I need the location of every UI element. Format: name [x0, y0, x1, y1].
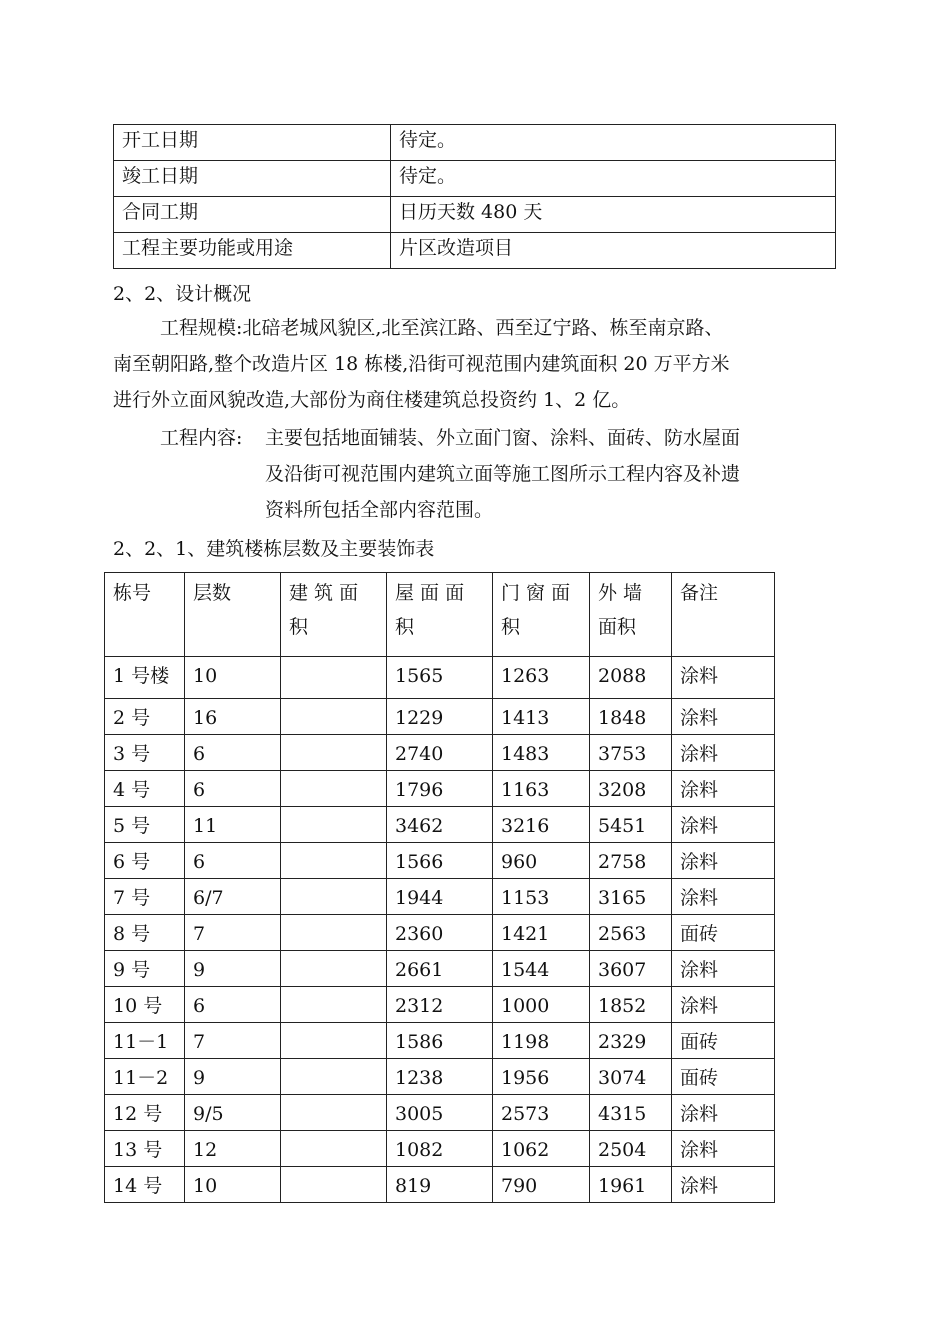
- table-cell: 6: [185, 735, 281, 771]
- table-cell: 1000: [493, 987, 590, 1023]
- info-value: 日历天数 480 天: [391, 197, 836, 233]
- section-heading-design: 2、2、设计概况: [113, 283, 252, 305]
- column-header: [281, 573, 387, 657]
- table-row: [105, 1131, 775, 1167]
- table-cell: 1413: [493, 699, 590, 735]
- table-cell: [281, 771, 387, 807]
- content-label: 工程内容:: [160, 427, 243, 449]
- building-table: [104, 572, 775, 1203]
- info-value: 待定。: [391, 125, 836, 161]
- table-cell: 2740: [387, 735, 493, 771]
- table-row: [105, 807, 775, 843]
- table-header-row: [105, 573, 775, 657]
- table-cell: 1229: [387, 699, 493, 735]
- table-cell: 3753: [590, 735, 672, 771]
- table-cell: 2312: [387, 987, 493, 1023]
- table-cell: 1421: [493, 915, 590, 951]
- table-cell: [281, 1023, 387, 1059]
- table-cell: [281, 735, 387, 771]
- table-row: [105, 1059, 775, 1095]
- table-row: [114, 197, 836, 233]
- table-cell: 6: [185, 771, 281, 807]
- table-cell: 3165: [590, 879, 672, 915]
- table-cell: 1163: [493, 771, 590, 807]
- column-header-line: 层数: [193, 582, 232, 604]
- table-cell: 960: [493, 843, 590, 879]
- table-cell: [281, 951, 387, 987]
- table-cell: 11－2: [105, 1059, 185, 1095]
- table-cell: 1263: [493, 657, 590, 699]
- table-cell: 7: [185, 1023, 281, 1059]
- table-cell: [281, 915, 387, 951]
- column-header-line: 面积: [598, 616, 637, 638]
- column-header-line: 积: [289, 616, 309, 638]
- table-cell: 涂料: [672, 807, 775, 843]
- column-header: [387, 573, 493, 657]
- content-text-line: 资料所包括全部内容范围。: [265, 499, 494, 521]
- table-row: [105, 1023, 775, 1059]
- table-cell: 1586: [387, 1023, 493, 1059]
- table-cell: 涂料: [672, 879, 775, 915]
- table-cell: 1852: [590, 987, 672, 1023]
- table-cell: 790: [493, 1167, 590, 1203]
- column-header: [672, 573, 775, 657]
- table-cell: 1956: [493, 1059, 590, 1095]
- table-cell: [281, 843, 387, 879]
- table-cell: 涂料: [672, 951, 775, 987]
- table-cell: 11: [185, 807, 281, 843]
- table-cell: 2573: [493, 1095, 590, 1131]
- table-cell: 7: [185, 915, 281, 951]
- table-cell: 涂料: [672, 987, 775, 1023]
- table-cell: 3216: [493, 807, 590, 843]
- table-cell: 2758: [590, 843, 672, 879]
- table-row: [105, 735, 775, 771]
- table-cell: 2661: [387, 951, 493, 987]
- table-cell: [281, 1131, 387, 1167]
- table-cell: 涂料: [672, 771, 775, 807]
- table-row: [105, 915, 775, 951]
- project-info-table: [113, 124, 836, 269]
- table-cell: 6: [185, 843, 281, 879]
- column-header-line: 积: [501, 616, 521, 638]
- table-row: [105, 951, 775, 987]
- table-cell: 1082: [387, 1131, 493, 1167]
- table-cell: 1062: [493, 1131, 590, 1167]
- table-cell: 10 号: [105, 987, 185, 1023]
- column-header-line: 建 筑 面: [289, 582, 359, 604]
- table-cell: [281, 807, 387, 843]
- table-cell: 9: [185, 951, 281, 987]
- table-cell: 2329: [590, 1023, 672, 1059]
- table-cell: 面砖: [672, 1059, 775, 1095]
- table-cell: 3 号: [105, 735, 185, 771]
- info-label: 竣工日期: [114, 161, 391, 197]
- content-text-line: 主要包括地面铺装、外立面门窗、涂料、面砖、防水屋面: [265, 427, 741, 449]
- table-cell: [281, 1095, 387, 1131]
- info-label: 工程主要功能或用途: [114, 233, 391, 269]
- table-cell: 7 号: [105, 879, 185, 915]
- table-cell: 3074: [590, 1059, 672, 1095]
- table-cell: [281, 1059, 387, 1095]
- table-cell: 涂料: [672, 1131, 775, 1167]
- table-cell: [281, 699, 387, 735]
- table-cell: 12 号: [105, 1095, 185, 1131]
- table-row: [105, 987, 775, 1023]
- table-cell: [281, 1167, 387, 1203]
- table-cell: 1566: [387, 843, 493, 879]
- section-heading-table: 2、2、1、建筑楼栋层数及主要装饰表: [113, 538, 435, 560]
- table-cell: 3462: [387, 807, 493, 843]
- info-value: 待定。: [391, 161, 836, 197]
- table-cell: 6/7: [185, 879, 281, 915]
- table-row: [105, 1167, 775, 1203]
- column-header-line: 外 墙: [598, 582, 643, 604]
- table-cell: 10: [185, 1167, 281, 1203]
- table-row: [114, 125, 836, 161]
- table-cell: 12: [185, 1131, 281, 1167]
- table-cell: 面砖: [672, 915, 775, 951]
- table-cell: 2360: [387, 915, 493, 951]
- column-header: [590, 573, 672, 657]
- table-cell: 面砖: [672, 1023, 775, 1059]
- column-header: [105, 573, 185, 657]
- table-cell: 10: [185, 657, 281, 699]
- table-cell: 5 号: [105, 807, 185, 843]
- table-cell: 2088: [590, 657, 672, 699]
- table-cell: 3005: [387, 1095, 493, 1131]
- table-cell: 2563: [590, 915, 672, 951]
- table-cell: 涂料: [672, 699, 775, 735]
- table-cell: 819: [387, 1167, 493, 1203]
- table-cell: 1796: [387, 771, 493, 807]
- table-cell: [281, 987, 387, 1023]
- table-cell: 1944: [387, 879, 493, 915]
- table-row: [105, 1095, 775, 1131]
- column-header-line: 门 窗 面: [501, 582, 571, 604]
- scale-text-line: 进行外立面风貌改造,大部份为商住楼建筑总投资约 1、2 亿。: [113, 389, 631, 411]
- table-row: [105, 657, 775, 699]
- table-cell: 16: [185, 699, 281, 735]
- table-cell: 1198: [493, 1023, 590, 1059]
- table-cell: 涂料: [672, 1167, 775, 1203]
- table-row: [105, 879, 775, 915]
- info-label: 合同工期: [114, 197, 391, 233]
- table-row: [105, 843, 775, 879]
- column-header-line: 备注: [680, 582, 719, 604]
- table-cell: 14 号: [105, 1167, 185, 1203]
- table-cell: [281, 657, 387, 699]
- table-cell: 9/5: [185, 1095, 281, 1131]
- table-cell: 1848: [590, 699, 672, 735]
- column-header-line: 屋 面 面: [395, 582, 465, 604]
- table-row: [105, 699, 775, 735]
- table-cell: 涂料: [672, 843, 775, 879]
- table-cell: 9: [185, 1059, 281, 1095]
- table-row: [114, 161, 836, 197]
- table-row: [105, 771, 775, 807]
- table-cell: 1544: [493, 951, 590, 987]
- content-text-line: 及沿街可视范围内建筑立面等施工图所示工程内容及补遗: [265, 463, 741, 485]
- table-cell: 6: [185, 987, 281, 1023]
- table-cell: 8 号: [105, 915, 185, 951]
- table-cell: 13 号: [105, 1131, 185, 1167]
- column-header-line: 积: [395, 616, 415, 638]
- table-cell: 9 号: [105, 951, 185, 987]
- table-cell: 11－1: [105, 1023, 185, 1059]
- table-cell: 3208: [590, 771, 672, 807]
- table-cell: 5451: [590, 807, 672, 843]
- table-cell: 1483: [493, 735, 590, 771]
- table-cell: 4315: [590, 1095, 672, 1131]
- table-cell: 涂料: [672, 657, 775, 699]
- table-cell: 2 号: [105, 699, 185, 735]
- table-cell: 6 号: [105, 843, 185, 879]
- table-cell: 1565: [387, 657, 493, 699]
- scale-text-line: 南至朝阳路,整个改造片区 18 栋楼,沿街可视范围内建筑面积 20 万平方米: [113, 353, 730, 375]
- table-cell: 涂料: [672, 735, 775, 771]
- table-cell: 1961: [590, 1167, 672, 1203]
- column-header: [493, 573, 590, 657]
- table-cell: 2504: [590, 1131, 672, 1167]
- table-row: [114, 233, 836, 269]
- info-value: 片区改造项目: [391, 233, 836, 269]
- table-cell: [281, 879, 387, 915]
- scale-text-line: 工程规模:北碚老城风貌区,北至滨江路、西至辽宁路、栋至南京路、: [160, 317, 724, 339]
- table-cell: 1153: [493, 879, 590, 915]
- table-cell: 涂料: [672, 1095, 775, 1131]
- table-cell: 4 号: [105, 771, 185, 807]
- table-cell: 3607: [590, 951, 672, 987]
- column-header: [185, 573, 281, 657]
- table-cell: 1 号楼: [105, 657, 185, 699]
- column-header-line: 栋号: [113, 582, 152, 604]
- table-cell: 1238: [387, 1059, 493, 1095]
- info-label: 开工日期: [114, 125, 391, 161]
